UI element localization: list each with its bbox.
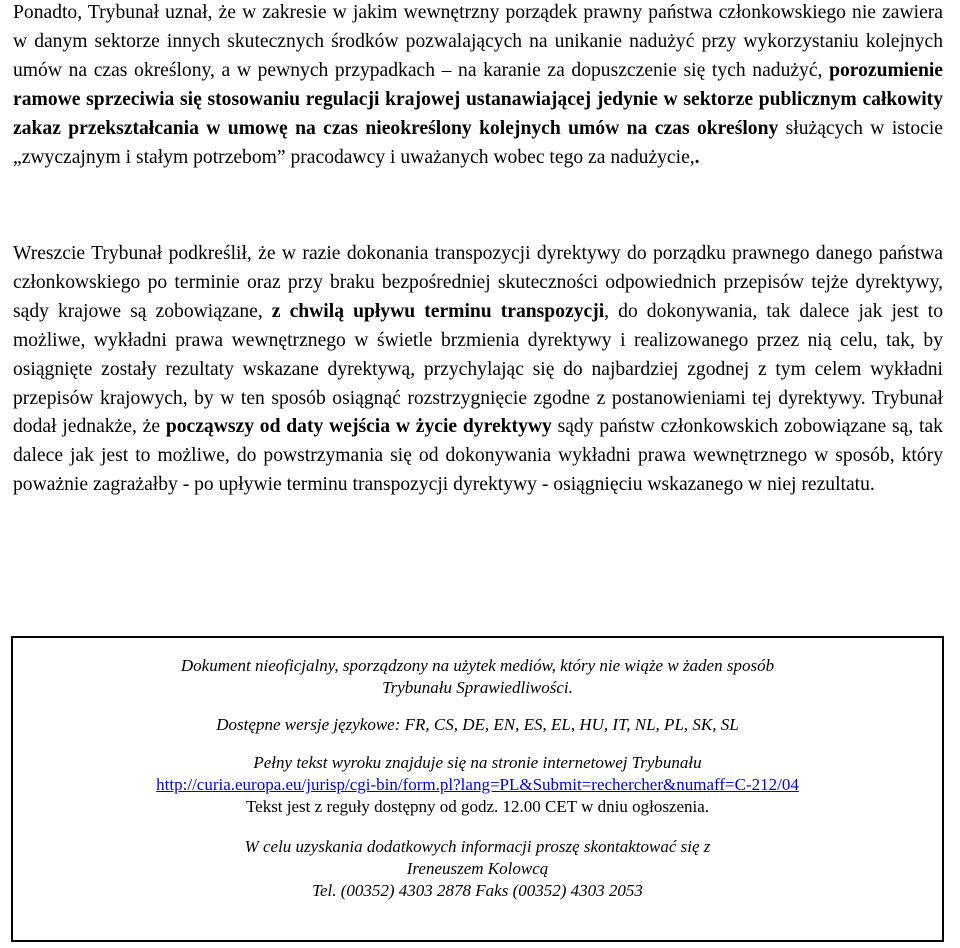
paragraph2-bold-1: z chwilą upływu terminu transpozycji <box>271 300 605 322</box>
paragraph-directive-transposition <box>13 240 943 500</box>
disclaimer-line-1: Dokument nieoficjalny, sporządzony na użytek mediów, który nie wiąże w żaden sposób <box>180 656 775 675</box>
paragraph1-text-2: służących w istocie „zwyczajnym i stałym potrzebom” pracodawcy i uważanych wobec tego za nadużycie, <box>13 117 943 168</box>
paragraph-framework-agreement <box>13 0 943 172</box>
disclaimer-line-2: Trybunału Sprawiedliwości. <box>382 678 573 697</box>
fulltext-info <box>13 752 942 818</box>
contact-line: W celu uzyskania dodatkowych informacji proszę skontaktować się z <box>244 837 711 856</box>
paragraph1-text-1: Ponadto, Trybunał uznał, że w zakresie w jakim wewnętrzny porządek prawny państwa członkowskiego nie zawiera w danym sektorze innych skutecznych środków pozwalających na unikanie nadużyć przy wykorzystaniu kolejnych umów na czas określony, a w pewnych przypadkach – na karanie za dopuszczenie się tych nadużyć, <box>13 2 943 81</box>
contact-name: Ireneuszem Kolowcą <box>406 859 549 878</box>
languages-line: Dostępne wersje językowe: FR, CS, DE, EN, ES, EL, HU, IT, NL, PL, SK, SL <box>216 715 739 734</box>
paragraph2-text-1: Wreszcie Trybunał podkreślił, że w razie dokonania transpozycji dyrektywy do porządku prawnego danego państwa członkowskiego po terminie oraz przy braku bezpośredniej skuteczności odpowiednich przepisów tejże dyrektywy, sądy krajowe są zobowiązane, <box>13 243 943 322</box>
availability-line: Tekst jest z reguły dostępny od godz. 12.00 CET w dniu ogłoszenia. <box>245 797 710 816</box>
contact-phone: Tel. (00352) 4303 2878 Faks (00352) 4303 2053 <box>312 881 643 900</box>
paragraph1-bold-1: porozumienie ramowe sprzeciwia się stosowaniu regulacji krajowej ustanawiającej jedynie w sektorze publicznym całkowity zakaz przekształcania w umowę na czas nieokreślony kolejnych umów na czas określony <box>13 59 943 139</box>
paragraph1-bold-2: . <box>694 146 700 168</box>
fulltext-line: Pełny tekst wyroku znajduje się na stronie internetowej Trybunału <box>253 753 702 772</box>
press-notice-box <box>11 636 944 942</box>
contact-info <box>13 836 942 902</box>
paragraph2-bold-2: począwszy od daty wejścia w życie dyrektywy <box>165 416 552 438</box>
curia-link[interactable]: http://curia.europa.eu/jurisp/cgi-bin/form.pl?lang=PL&Submit=rechercher&numaff=C-212/04 <box>156 775 799 794</box>
paragraph2-text-2: , do dokonywania, tak dalece jak jest to możliwe, wykładni prawa wewnętrznego w świetle brzmienia dyrektywy i realizowanego przez nią celu, tak, by osiągnięte zostały rezultaty wskazane dyrektywą, przychylając się do najbardziej zgodnej z tym celem wykładni przepisów krajowych, by w ten sposób osiągnąć rozstrzygnięcie zgodne z postanowieniami tej dyrektywy. Trybunał dodał jednakże, że <box>13 300 943 438</box>
paragraph2-text-3: sądy państw członkowskich zobowiązane są, tak dalece jak jest to możliwe, do powstrzymania się od dokonywania wykładni prawa wewnętrznego w sposób, który poważnie zagrażałby - po upływie terminu transpozycji dyrektywy - osiągnięciu wskazanego w niej rezultatu. <box>13 416 943 496</box>
disclaimer <box>13 655 942 699</box>
